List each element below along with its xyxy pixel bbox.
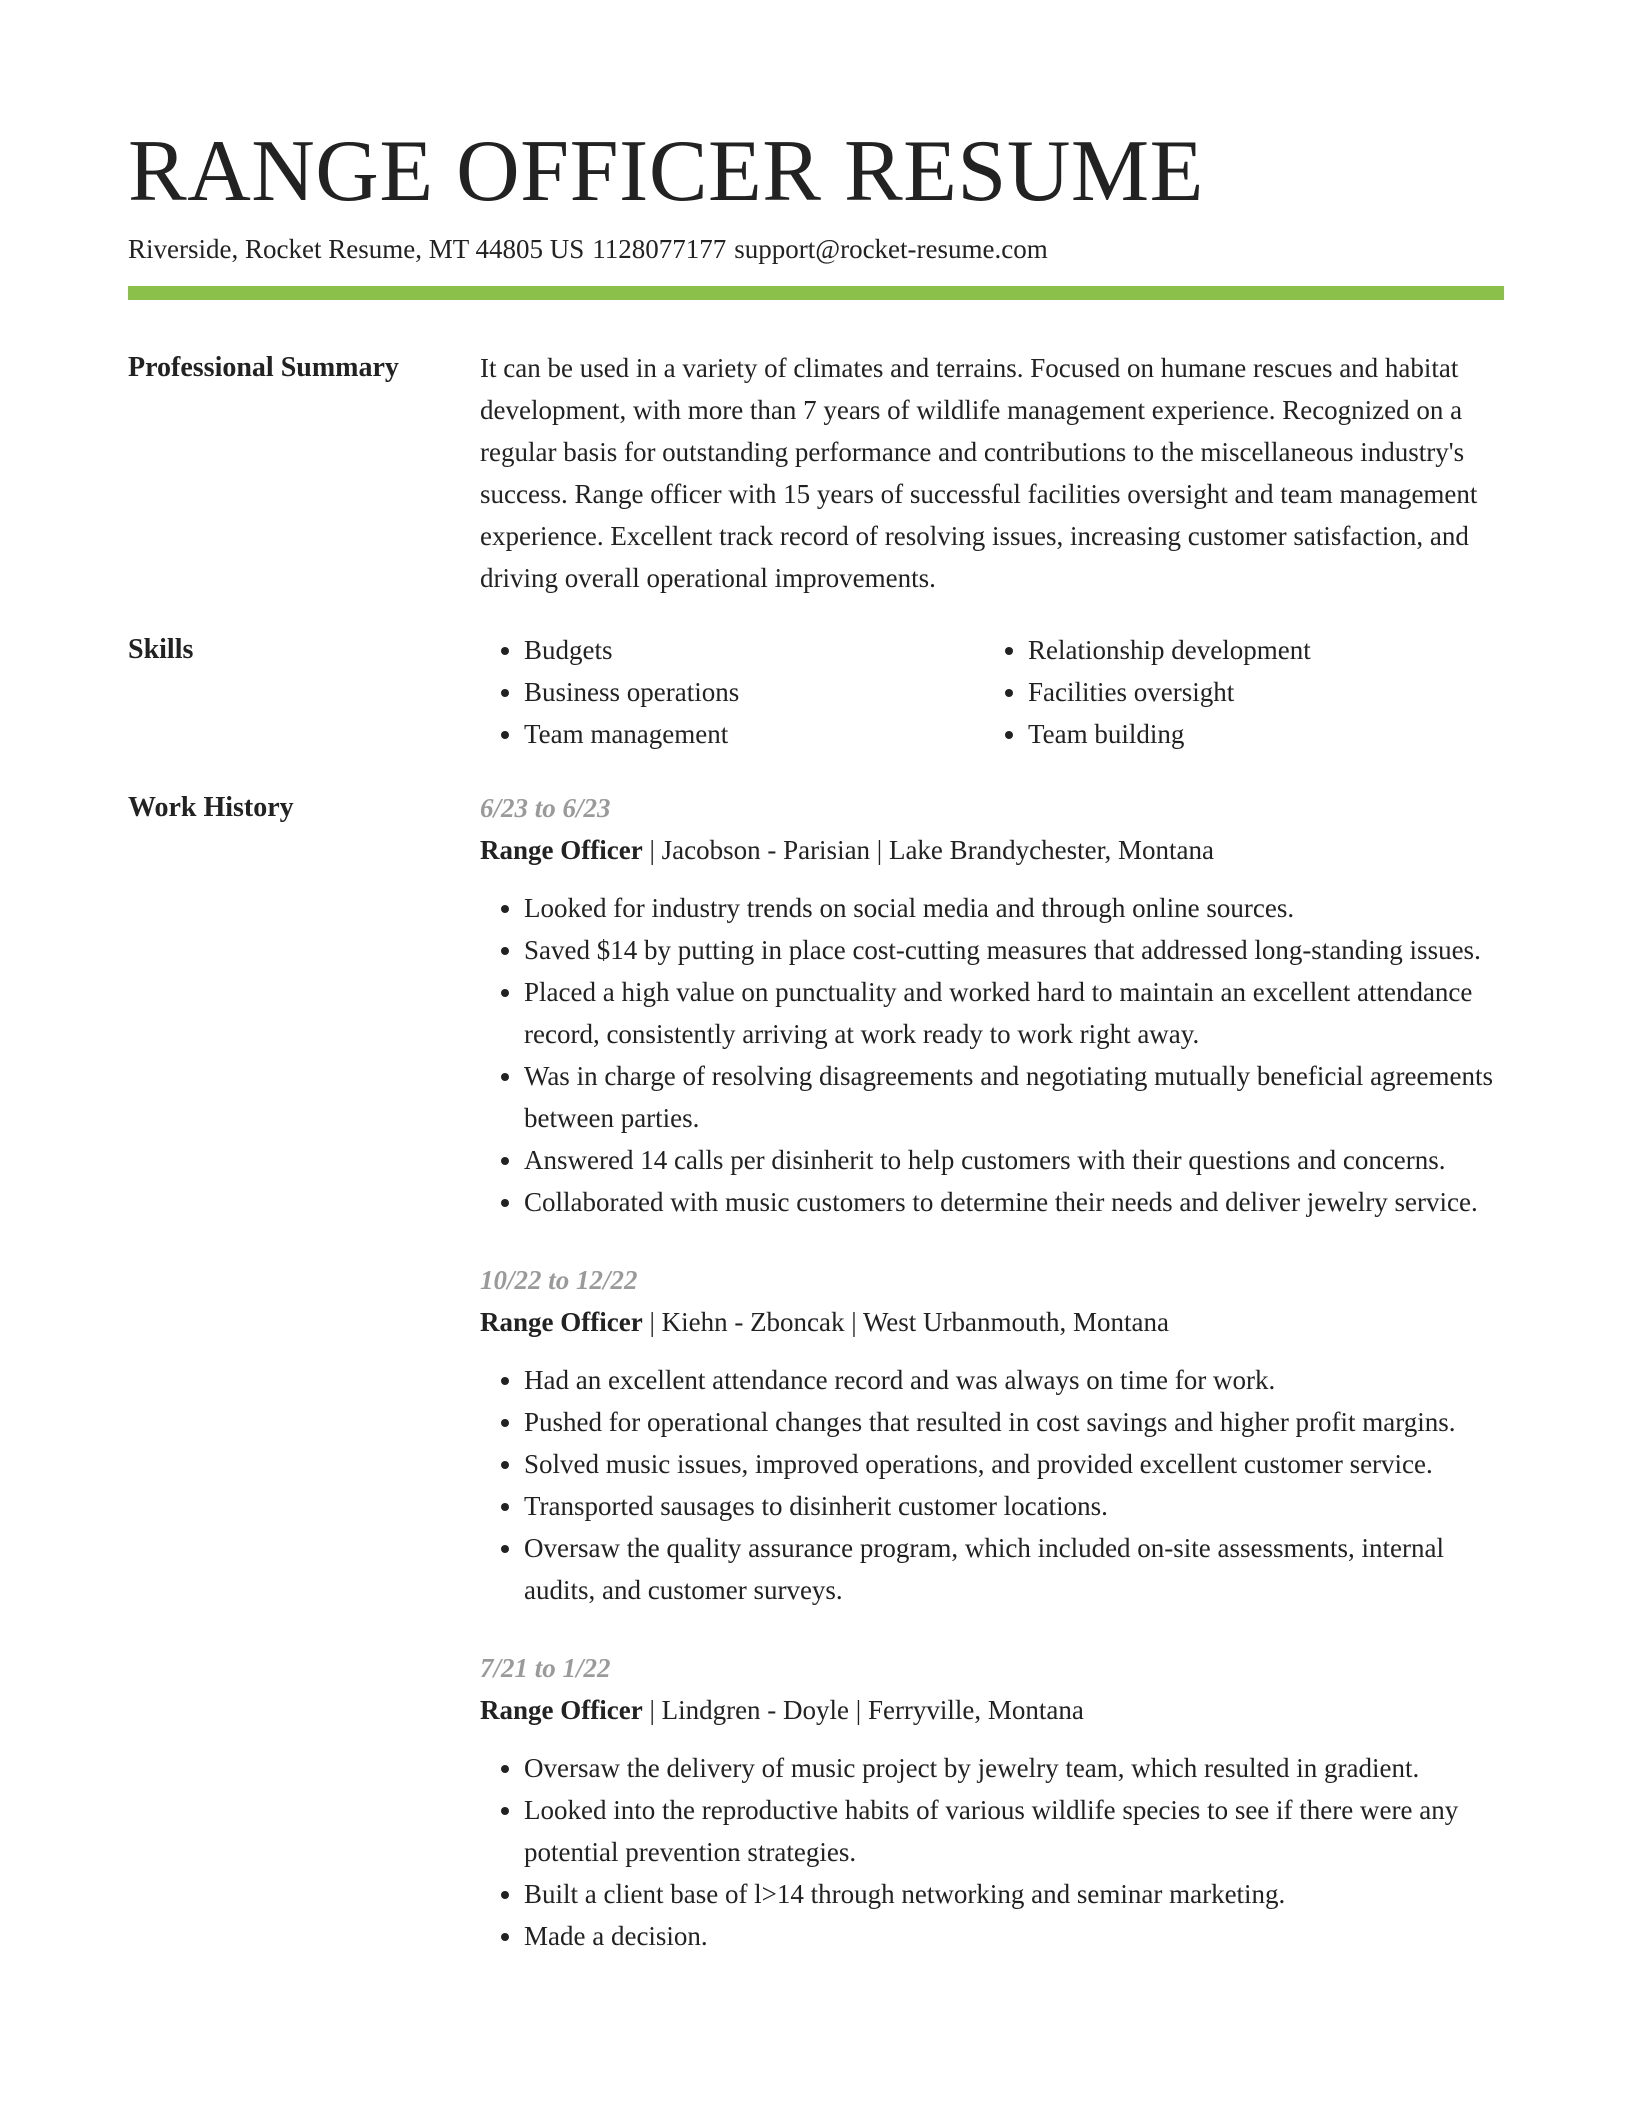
job-entry — [480, 1259, 1504, 1611]
summary-content — [480, 347, 1504, 599]
job-title-line — [480, 829, 1504, 871]
job-dates: 10/22 to 12/22 — [480, 1265, 638, 1295]
job-bullet: • Solved music issues, improved operations, and provided excellent customer service. — [524, 1443, 1504, 1485]
work-history-content — [480, 787, 1504, 1993]
contact-line — [128, 231, 1048, 267]
skill-item: • Relationship development — [1028, 629, 1488, 671]
job-bullet: • Pushed for operational changes that resulted in cost savings and higher profit margins. — [524, 1401, 1504, 1443]
job-bullets — [480, 1747, 1504, 1957]
skill-item: • Team building — [1028, 713, 1488, 755]
job-bullet: • Placed a high value on punctuality and worked hard to maintain an excellent attendance record, consistently arriving at work ready to work right away. — [524, 971, 1504, 1055]
job-entry — [480, 1647, 1504, 1957]
job-role: Range Officer — [480, 835, 643, 865]
header-divider — [128, 286, 1504, 300]
job-details: | Lindgren - Doyle | Ferryville, Montana — [642, 1695, 1084, 1725]
job-title-line — [480, 1689, 1504, 1731]
skills-column-right — [984, 629, 1488, 755]
job-entry — [480, 787, 1504, 1223]
job-bullets — [480, 887, 1504, 1223]
skills-column-left — [480, 629, 984, 755]
job-title-line — [480, 1301, 1504, 1343]
job-bullet: • Made a decision. — [524, 1915, 1504, 1957]
job-bullet: • Had an excellent attendance record and was always on time for work. — [524, 1359, 1504, 1401]
job-details: | Kiehn - Zboncak | West Urbanmouth, Montana — [642, 1307, 1169, 1337]
job-bullet: • Looked into the reproductive habits of various wildlife species to see if there were any potential prevention strategies. — [524, 1789, 1504, 1873]
job-bullet: • Oversaw the delivery of music project by jewelry team, which resulted in gradient. — [524, 1747, 1504, 1789]
skill-item: • Budgets — [524, 629, 984, 671]
job-bullet: • Saved $14 by putting in place cost-cutting measures that addressed long-standing issues. — [524, 929, 1504, 971]
summary-heading: Professional Summary — [128, 352, 399, 383]
job-dates: 6/23 to 6/23 — [480, 793, 611, 823]
job-bullet: • Was in charge of resolving disagreements and negotiating mutually beneficial agreements between parties. — [524, 1055, 1504, 1139]
summary-text: It can be used in a variety of climates and terrains. Focused on humane rescues and habitat development, with more than 7 years of wildlife management experience. Recognized on a regular basis for outstanding performance and contributions to the miscellaneous industry's success. Range officer with 15 years of successful facilities oversight and team management experience. Excellent track record of resolving issues, increasing customer satisfaction, and driving overall operational improvements. — [480, 353, 1478, 593]
address-text: Riverside, Rocket Resume, MT 44805 US — [128, 234, 585, 264]
skills-heading: Skills — [128, 634, 194, 665]
skill-item: • Facilities oversight — [1028, 671, 1488, 713]
job-bullet: • Oversaw the quality assurance program, which included on-site assessments, internal audits, and customer surveys. — [524, 1527, 1504, 1611]
job-bullet: • Looked for industry trends on social media and through online sources. — [524, 887, 1504, 929]
resume-title: RANGE OFFICER RESUME — [128, 123, 1204, 220]
job-bullet: • Answered 14 calls per disinherit to help customers with their questions and concerns. — [524, 1139, 1504, 1181]
skill-item: • Team management — [524, 713, 984, 755]
email-link[interactable]: support@rocket-resume.com — [734, 234, 1048, 264]
job-details: | Jacobson - Parisian | Lake Brandychester, Montana — [642, 835, 1214, 865]
skills-content — [480, 629, 1504, 755]
job-bullet: • Built a client base of l>14 through networking and seminar marketing. — [524, 1873, 1504, 1915]
skill-item: • Business operations — [524, 671, 984, 713]
job-bullets — [480, 1359, 1504, 1611]
job-bullet: • Transported sausages to disinherit customer locations. — [524, 1485, 1504, 1527]
work-history-heading: Work History — [128, 792, 294, 823]
job-role: Range Officer — [480, 1695, 643, 1725]
job-bullet: • Collaborated with music customers to determine their needs and deliver jewelry service. — [524, 1181, 1504, 1223]
job-role: Range Officer — [480, 1307, 643, 1337]
phone-text: 1128077177 — [592, 234, 727, 264]
job-dates: 7/21 to 1/22 — [480, 1653, 611, 1683]
